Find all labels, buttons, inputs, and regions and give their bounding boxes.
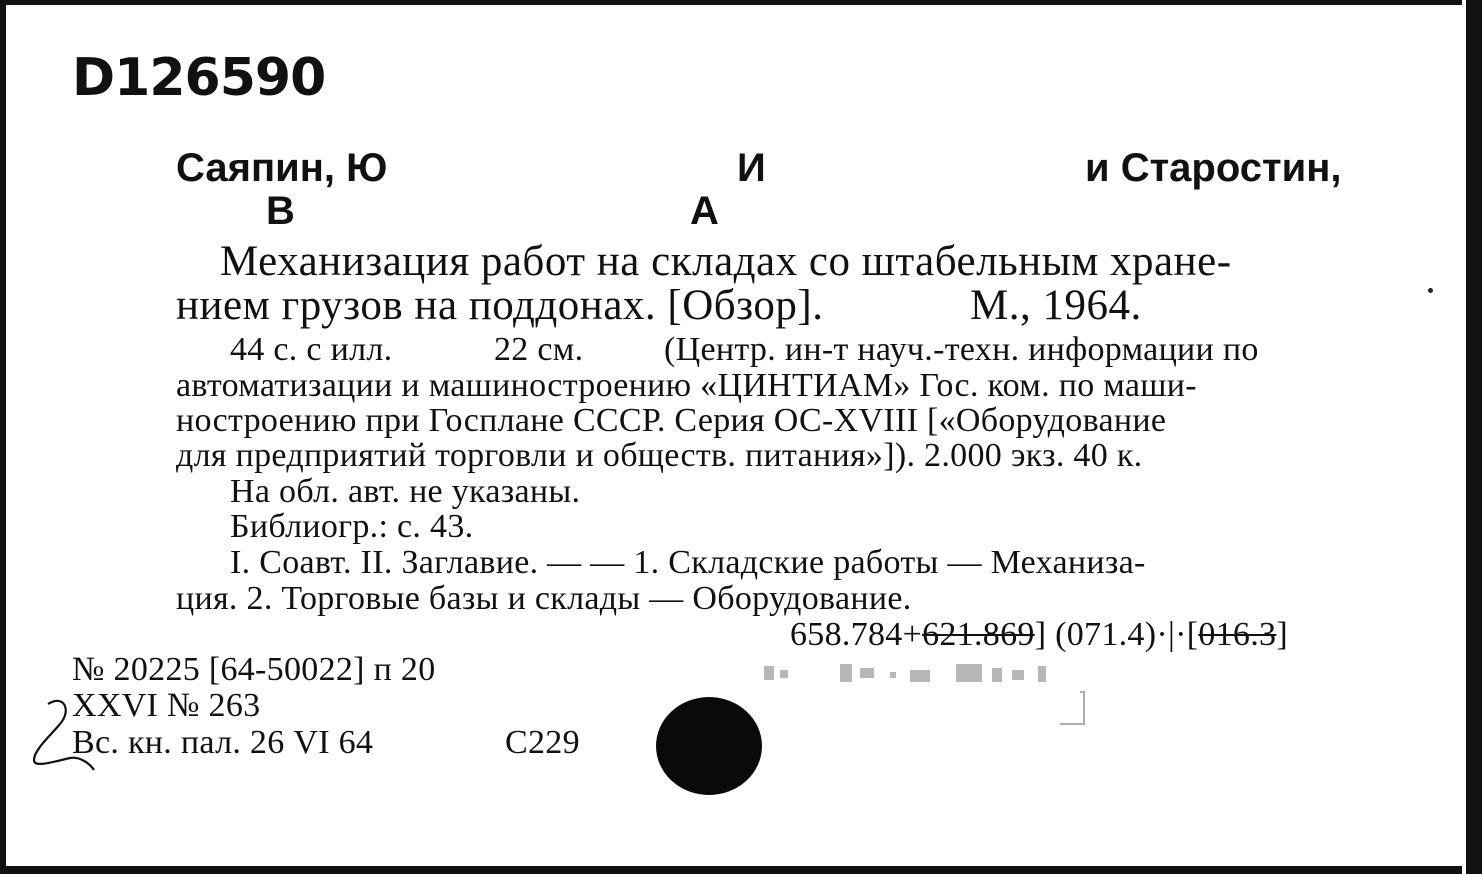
card-border-left: [0, 0, 6, 874]
author-2-surname: и Старостин,: [1085, 146, 1342, 190]
classification-prefix: 658.784+: [790, 616, 923, 653]
faded-bracket: [1040, 690, 1090, 730]
ink-speck: [1428, 288, 1433, 293]
classification-suffix: ]: [1276, 616, 1288, 653]
classification-struck-1: 621.869: [922, 616, 1035, 653]
series-line-4: для предприятий торговли и обществ. питания»]). 2.000 экз. 40 к.: [176, 437, 1143, 474]
series-line-2: автоматизации и машиностроению «ЦИНТИАМ» Гос. ком. по маши-: [176, 367, 1197, 404]
ink-blot: [656, 697, 762, 795]
author-1-middle-initial: И: [737, 146, 766, 190]
collation-pages: 44 с. с илл.: [230, 331, 393, 368]
faded-stamp-smudge: [760, 656, 1080, 696]
imprint: М., 1964.: [970, 282, 1142, 329]
title-line-2: нием грузов на поддонах. [Обзор].: [176, 282, 824, 329]
classification-middle: ] (071.4)·|·[: [1034, 616, 1199, 653]
classification-number: [790, 618, 1288, 652]
author-1-initial: В: [266, 189, 295, 233]
footer-chamber-date: Вс. кн. пал. 26 VI 64: [72, 724, 374, 761]
footer-record-number: № 20225 [64-50022] п 20: [72, 651, 436, 688]
author-2-initial: А: [690, 189, 719, 233]
card-border-top: [0, 0, 1482, 5]
note-authors: На обл. авт. не указаны.: [230, 473, 581, 510]
collation-size: 22 см.: [494, 331, 584, 368]
title-line-1: Механизация работ на складах со штабельным хране-: [220, 238, 1232, 285]
tracings-line-2: ция. 2. Торговые базы и склады — Оборудование.: [176, 580, 912, 617]
classification-struck-2: 016.3: [1198, 616, 1277, 653]
id-stamp: D126590: [72, 48, 326, 108]
author-1-surname: Саяпин, Ю: [176, 146, 388, 190]
footer-code: С229: [505, 724, 580, 761]
tracings-line-1: I. Соавт. II. Заглавие. — — 1. Складские работы — Механиза-: [230, 544, 1146, 581]
card-border-bottom: [0, 866, 1482, 874]
handwritten-mark: [28, 694, 98, 774]
note-bibliography: Библиогр.: с. 43.: [230, 508, 474, 545]
series-line-1: (Центр. ин-т науч.-техн. информации по: [664, 331, 1259, 368]
card-border-right-gap: [1462, 0, 1466, 874]
footer-volume: XXVI № 263: [72, 687, 261, 724]
card-border-right: [1466, 0, 1482, 874]
series-line-3: ностроению при Госплане СССР. Серия ОС-XVIII [«Оборудование: [176, 402, 1167, 439]
